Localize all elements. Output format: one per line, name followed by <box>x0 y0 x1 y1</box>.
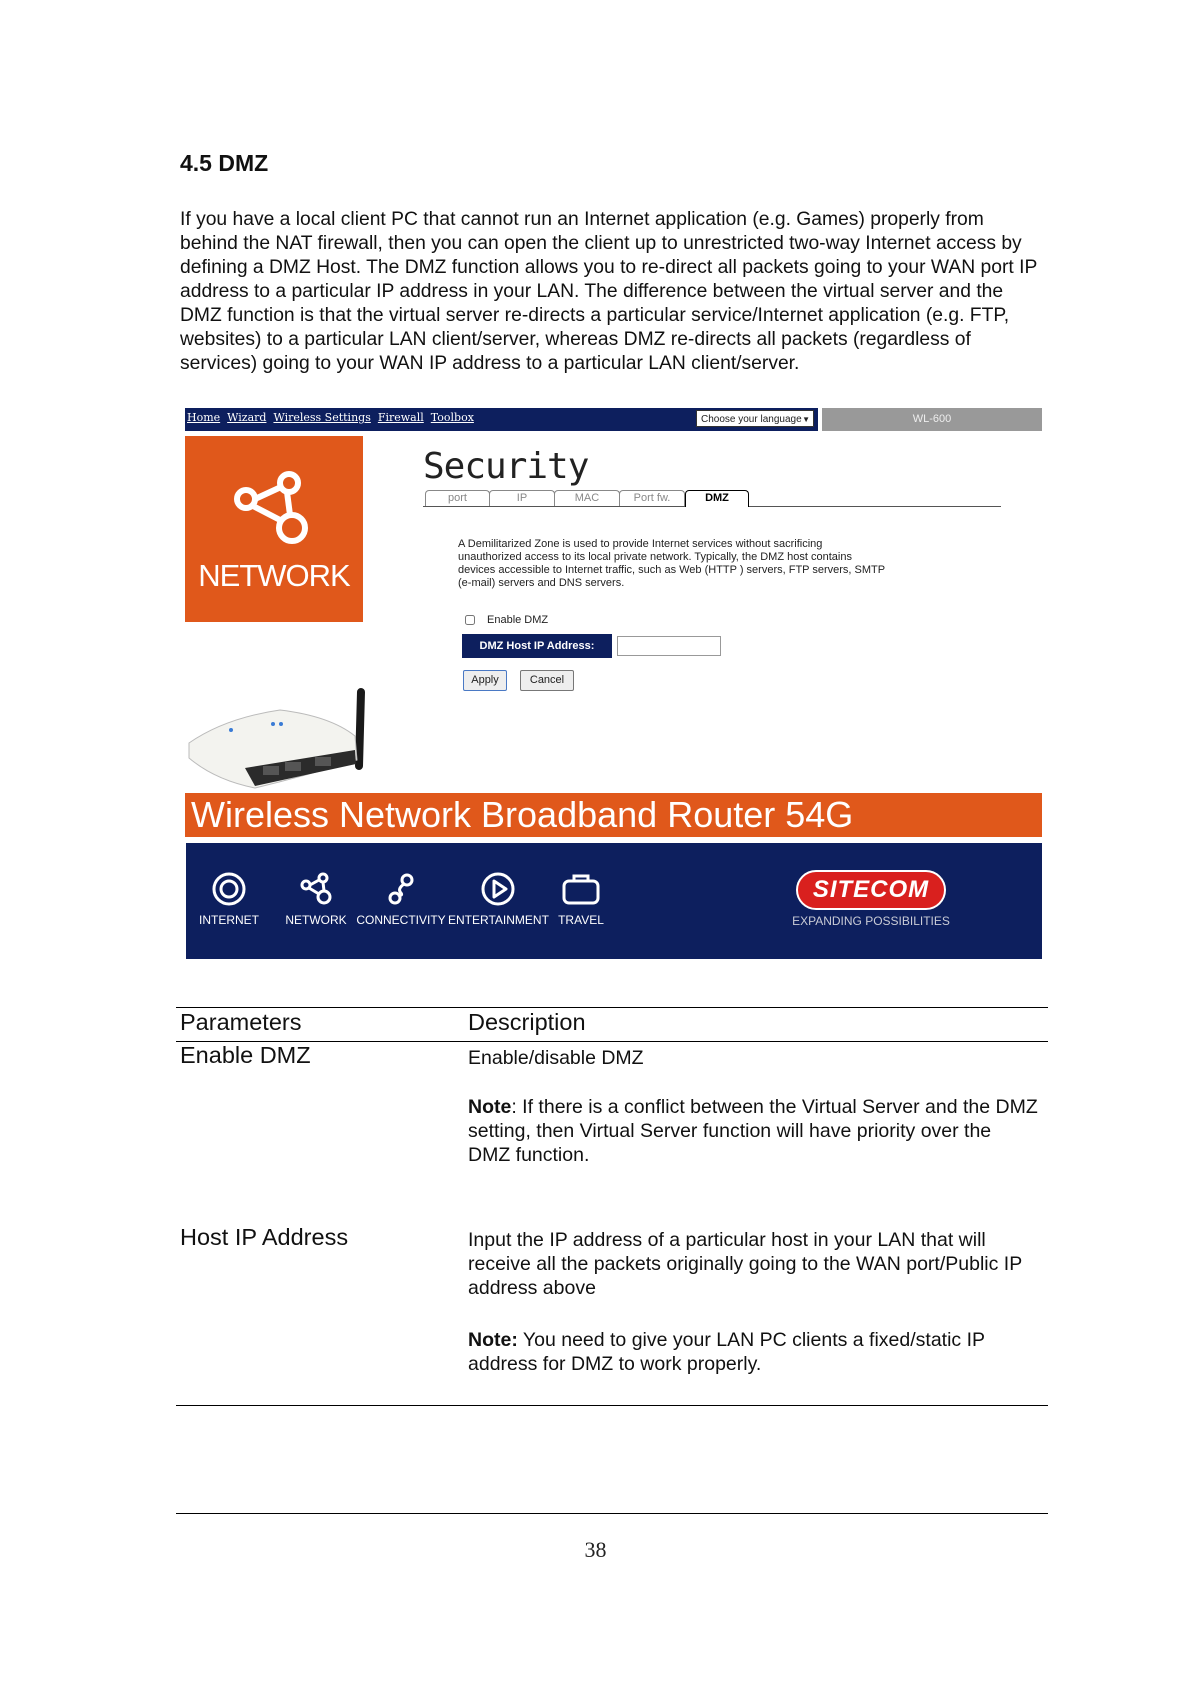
brand-tagline: EXPANDING POSSIBILITIES <box>792 914 950 928</box>
table-top-rule <box>176 1007 1048 1008</box>
internet-icon <box>211 871 247 907</box>
dmz-host-ip-label: DMZ Host IP Address: <box>462 634 612 658</box>
note-text: You need to give your LAN PC clients a fixed/static IP address for DMZ to work properly. <box>468 1329 985 1375</box>
footer-rule <box>176 1513 1048 1514</box>
footer-internet-label: INTERNET <box>199 913 259 927</box>
security-title: Security <box>423 446 589 487</box>
play-icon <box>480 871 516 907</box>
desc-host-ip-address: Input the IP address of a particular host in your LAN that will receive all the packets originally going to the WAN port/Public IP address above <box>468 1229 1022 1299</box>
table-header-description: Description <box>468 1009 586 1035</box>
footer-travel-label: TRAVEL <box>558 913 604 927</box>
tab-port[interactable]: port <box>425 490 490 506</box>
connectivity-icon <box>383 871 419 907</box>
footer-network-label: NETWORK <box>285 913 347 927</box>
language-select[interactable] <box>696 410 814 427</box>
tab-dmz[interactable]: DMZ <box>685 490 749 507</box>
suitcase-icon <box>561 871 601 907</box>
nav-links <box>187 411 481 424</box>
intro-paragraph: If you have a local client PC that cannot run an Internet application (e.g. Games) properly from behind the NAT firewall, then you can open the client up to unrestricted two-way Internet access by defining a DMZ Host. The DMZ function allows you to re-direct all packets going to your WAN port IP address to a particular IP address in your LAN. The difference between the virtual server and the DMZ function is that the virtual server re-directs a particular service/Internet application (e.g. FTP, websites) to a particular LAN client/server, whereas DMZ re-directs all packets (regardless of services) going to your WAN IP address to a particular LAN client/server. <box>180 209 1037 374</box>
footer-travel[interactable] <box>551 871 611 927</box>
desc-enable-dmz: Enable/disable DMZ <box>468 1047 644 1069</box>
network-icon <box>298 871 334 907</box>
dmz-description: A Demilitarized Zone is used to provide Internet services without sacrificing unauthorized access to its local private network. Typically, the DMZ host contains devices accessible to Internet traffic, such as Web (HTTP ) servers, FTP servers, SMTP (e-mail) servers and DNS servers. <box>458 538 885 589</box>
table-header-parameters: Parameters <box>180 1009 302 1035</box>
chevron-down-icon: ▼ <box>802 415 810 424</box>
router-image <box>185 688 385 798</box>
table-bottom-rule <box>176 1405 1048 1406</box>
dmz-host-ip-input[interactable] <box>617 636 721 656</box>
enable-dmz-label: Enable DMZ <box>487 614 549 626</box>
footer-internet[interactable] <box>194 871 264 927</box>
top-nav-bar <box>185 408 818 431</box>
note-host-ip-address <box>468 1328 1038 1376</box>
network-logo <box>185 436 363 622</box>
footer-bar <box>186 843 1042 959</box>
product-banner <box>185 793 1042 837</box>
security-tabs <box>423 490 1001 507</box>
page-number: 38 <box>584 1537 607 1562</box>
network-logo-label: NETWORK <box>198 558 350 593</box>
nav-home-link[interactable]: Home <box>187 411 221 424</box>
note-enable-dmz <box>468 1095 1038 1167</box>
tab-mac[interactable]: MAC <box>554 490 620 506</box>
product-banner-text: Wireless Network Broadband Router 54G <box>191 794 854 835</box>
cancel-button[interactable]: Cancel <box>520 670 574 691</box>
enable-dmz-checkbox[interactable] <box>465 615 475 625</box>
footer-entertainment-label: ENTERTAINMENT <box>448 913 549 927</box>
footer-connectivity-label: CONNECTIVITY <box>356 913 446 927</box>
param-enable-dmz: Enable DMZ <box>180 1042 311 1068</box>
network-icon <box>229 466 319 556</box>
nav-wireless-settings-link[interactable]: Wireless Settings <box>273 411 371 424</box>
apply-button[interactable]: Apply <box>463 670 507 691</box>
language-select-value: Choose your language <box>701 414 802 425</box>
footer-connectivity[interactable] <box>356 871 446 927</box>
nav-firewall-link[interactable]: Firewall <box>377 411 424 424</box>
nav-wizard-link[interactable]: Wizard <box>227 411 267 424</box>
param-host-ip-address: Host IP Address <box>180 1224 349 1250</box>
model-label: WL-600 <box>822 408 1042 431</box>
note-label: Note <box>468 1096 512 1118</box>
footer-entertainment[interactable] <box>448 871 548 927</box>
sitecom-logo: SITECOM <box>796 870 946 910</box>
note-label: Note: <box>468 1329 518 1351</box>
note-text: : If there is a conflict between the Virtual Server and the DMZ setting, then Virtual Server function will have priority over the DMZ function. <box>468 1096 1038 1166</box>
nav-toolbox-link[interactable]: Toolbox <box>430 411 474 424</box>
footer-network[interactable] <box>276 871 356 927</box>
router-ui-screenshot <box>185 408 1042 974</box>
section-heading: 4.5 DMZ <box>180 150 269 176</box>
tab-port-fw[interactable]: Port fw. <box>619 490 685 506</box>
tab-ip[interactable]: IP <box>489 490 555 506</box>
